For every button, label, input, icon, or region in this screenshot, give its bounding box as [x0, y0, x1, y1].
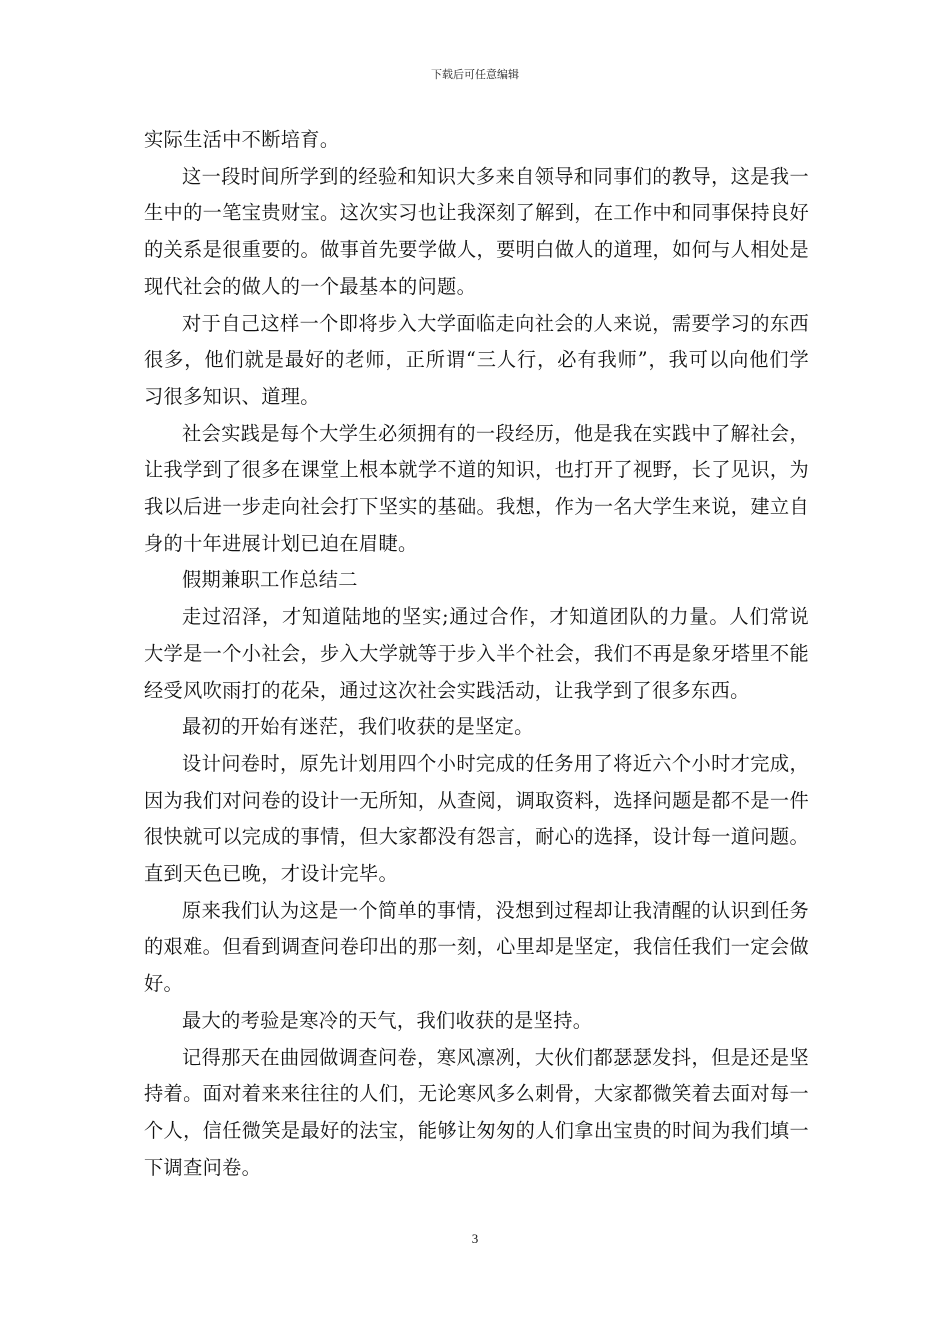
document-body — [144, 122, 809, 1186]
paragraph: 走过沼泽，才知道陆地的坚实;通过合作，才知道团队的力量。人们常说大学是一个小社会，步入大学就等于步入半个社会，我们不再是象牙塔里不能经受风吹雨打的花朵，通过这次社会实践活动，让我学到了很多东西。 — [144, 605, 809, 702]
paragraph: 最大的考验是寒冷的天气，我们收获的是坚持。 — [182, 1008, 593, 1032]
paragraph: 最初的开始有迷茫，我们收获的是坚定。 — [182, 715, 534, 739]
paragraph: 设计问卷时，原先计划用四个小时完成的任务用了将近六个小时才完成，因为我们对问卷的设计一无所知，从查阅，调取资料，选择问题是都不是一件很快就可以完成的事情，但大家都没有怨言，耐心的选择，设计每一道问题。直到天色已晚，才设计完毕。 — [144, 751, 809, 886]
section-heading: 假期兼职工作总结二 — [182, 568, 358, 592]
paragraph: 原来我们认为这是一个简单的事情，没想到过程却让我清醒的认识到任务的艰难。但看到调查问卷印出的那一刻，心里却是坚定，我信任我们一定会做好。 — [144, 898, 809, 996]
paragraph: 记得那天在曲园做调查问卷，寒风凛冽，大伙们都瑟瑟发抖，但是还是坚持着。面对着来来往往的人们，无论寒风多么刺骨，大家都微笑着去面对每一个人，信任微笑是最好的法宝，能够让匆匆的人们拿出宝贵的时间为我们填一下调查问卷。 — [144, 1045, 809, 1179]
paragraph: 实际生活中不断培育。 — [144, 128, 340, 151]
page-number: 3 — [471, 1231, 479, 1246]
paragraph: 对于自己这样一个即将步入大学面临走向社会的人来说，需要学习的东西很多，他们就是最好的老师，正所谓“三人行，必有我师”，我可以向他们学习很多知识、道理。 — [144, 311, 809, 408]
page-header: 下载后可任意编辑 — [431, 68, 519, 81]
paragraph: 社会实践是每个大学生必须拥有的一段经历，他是我在实践中了解社会，让我学到了很多在课堂上根本就学不道的知识，也打开了视野，长了见识，为我以后进一步走向社会打下坚实的基础。我想，作为一名大学生来说，建立自身的十年进展计划已迫在眉睫。 — [144, 421, 809, 555]
paragraph: 这一段时间所学到的经验和知识大多来自领导和同事们的教导，这是我一生中的一笔宝贵财宝。这次实习也让我深刻了解到，在工作中和同事保持良好的关系是很重要的。做事首先要学做人，要明白做人的道理，如何与人相处是现代社会的做人的一个最基本的问题。 — [144, 164, 809, 298]
